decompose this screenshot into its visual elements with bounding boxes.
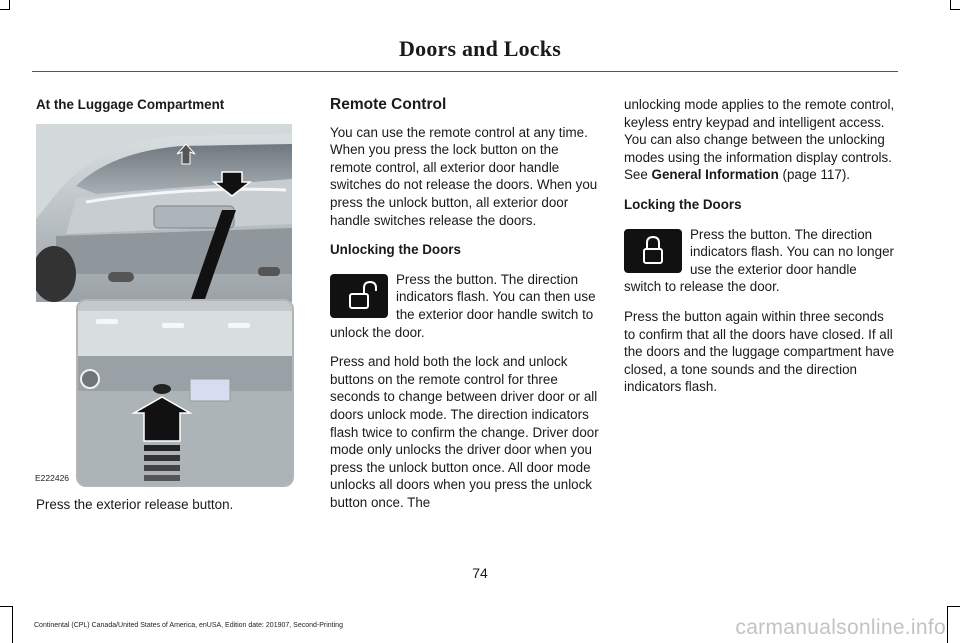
middle-column: [330, 96, 602, 523]
crop-mark: [950, 9, 960, 10]
unlocking-mode-paragraph: [624, 96, 896, 184]
remote-control-heading: Remote Control: [330, 96, 447, 113]
figure-id: E222426: [35, 473, 70, 483]
locking-heading: Locking the Doors: [624, 196, 742, 212]
page-title: Doors and Locks: [399, 36, 561, 61]
edition-footer: Continental (CPL) Canada/United States of America, enUSA, Edition date: 201907, Second-Printing: [34, 622, 343, 629]
crop-mark: [947, 606, 948, 643]
right-column: [624, 96, 896, 408]
crop-mark: [12, 606, 13, 643]
unlocking-heading: Unlocking the Doors: [330, 242, 461, 258]
confirm-close-paragraph: Press the button again within three seconds to confirm that all the doors have closed. If all the doors and the luggage compartment have closed, a tone sounds and the direction indicators flash.: [624, 308, 895, 395]
general-information-link[interactable]: General Information: [651, 167, 779, 183]
figure-caption: Press the exterior release button.: [36, 497, 234, 512]
page-reference: (page 117).: [778, 167, 850, 183]
car-rear-view: [36, 124, 292, 302]
page-number: 74: [472, 565, 488, 581]
crop-mark: [0, 9, 10, 10]
left-caption-block: [36, 496, 296, 526]
lock-block: [624, 226, 896, 296]
header-rule: [32, 71, 898, 72]
lock-padlock-icon: [624, 229, 682, 273]
remote-control-paragraph: You can use the remote control at any time. When you press the lock button on the remote control, all exterior door handle switches do not release the doors. When you press the unlock button, all exterior door handle switches release the doors.: [330, 124, 598, 228]
crop-mark: [947, 606, 960, 607]
unlock-mode-paragraph: Press and hold both the lock and unlock buttons on the remote control for three seconds to change between driver door or all doors unlock mode. The direction indicators flash twice to confirm the change. Driver door mode only unlocks the driver door when you press the unlock button once. All door mode unlocks all doors when you press the unlock button once. The: [330, 354, 599, 510]
release-button-detail: [76, 299, 294, 487]
unlocking-mode-text: unlocking mode applies to the remote control, keyless entry keypad and intelligent access. You can also change between the unlocking modes using the information display controls. See: [624, 97, 895, 183]
unlock-block: [330, 271, 602, 341]
unlock-paragraph: Press the button. The direction indicators flash. You can then use the exterior door handle switch to unlock the door.: [330, 271, 596, 340]
luggage-heading: At the Luggage Compartment: [36, 97, 225, 112]
luggage-release-illustration: [36, 124, 292, 484]
lock-paragraph: Press the button. The direction indicators flash. You can no longer use the exterior door handle switch to release the door.: [624, 226, 894, 295]
crop-mark: [0, 606, 13, 607]
unlock-padlock-icon: [330, 274, 388, 318]
left-column: [36, 96, 296, 126]
watermark: carmanualsonline.info: [735, 616, 946, 639]
